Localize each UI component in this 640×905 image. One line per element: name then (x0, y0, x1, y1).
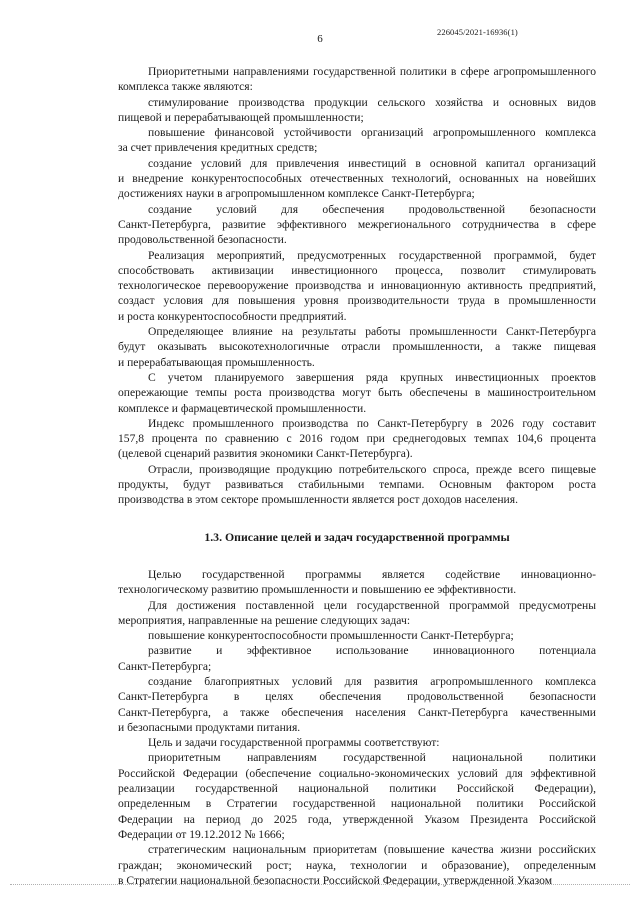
text-line: Федерации на период до 2025 года, утвержденной Указом Президента Российской (118, 812, 596, 826)
paragraph (118, 416, 596, 462)
paragraph (118, 567, 596, 598)
text-line: создание благоприятных условий для развития агропромышленного комплекса (148, 674, 596, 688)
text-line: Санкт-Петербурга; (118, 659, 212, 673)
paragraph (118, 842, 596, 888)
text-line: и безопасными продуктами питания. (118, 720, 301, 734)
text-line: продовольственной безопасности. (118, 233, 287, 247)
text-line: граждан; экономический рост; наука, технологии и образование), определенным (118, 858, 596, 872)
text-line: Целью государственной программы является содействие инновационно- (148, 567, 596, 581)
text-line: комплекса также являются: (118, 80, 253, 94)
text-line: стратегическим национальным приоритетам (повышение качества жизни российских (148, 843, 596, 857)
text-line: С учетом планируемого завершения ряда крупных инвестиционных проектов (148, 370, 596, 384)
text-line: Отрасли, производящие продукцию потребительского спроса, прежде всего пищевые (148, 462, 596, 476)
text-line: Российской Федерации (обеспечение социально-экономических условий для эффективной (118, 766, 596, 780)
text-line: Для достижения поставленной цели государственной программой предусмотрены (148, 598, 596, 612)
text-line: повышение конкурентоспособности промышленности Санкт-Петербурга; (148, 629, 514, 643)
text-line: Индекс промышленного производства по Санкт-Петербургу в 2026 году составит (148, 416, 596, 430)
text-line: опережающие темпы роста производства могут быть обеспечены в машиностроительном (118, 386, 596, 400)
paragraph (118, 643, 596, 674)
text-line: будут оказывать высокотехнологичные отрасли промышленности, а также пищевая (118, 340, 596, 354)
text-line: приоритетным направлениям государственной национальной политики (148, 751, 596, 765)
document-body (118, 64, 596, 888)
text-line: пищевой и перерабатывающей промышленности; (118, 110, 364, 124)
paragraph (118, 462, 596, 508)
text-line: Санкт-Петербурга, а также обеспечения населения Санкт-Петербурга качественными (118, 705, 596, 719)
page-number: 6 (317, 33, 323, 45)
paragraph (118, 674, 596, 735)
paragraph (118, 324, 596, 370)
text-line: создание условий для обеспечения продовольственной безопасности (148, 202, 596, 216)
paragraph (118, 64, 596, 95)
paragraph (118, 735, 596, 750)
text-line: реализации государственной национальной политики Российской Федерации), (118, 782, 596, 796)
heading-spacer (118, 508, 596, 530)
text-line: технологическому развитию промышленности и повышению ее эффективности. (118, 583, 517, 597)
paragraph (118, 598, 596, 629)
text-line: в Стратегии национальной безопасности Российской Федерации, утвержденной Указом (118, 873, 553, 887)
section-heading: 1.3. Описание целей и задач государственной программы (204, 529, 510, 544)
text-line: и перерабатывающая промышленность. (118, 355, 315, 369)
paragraph (118, 628, 596, 643)
text-line: (целевой сценарий развития экономики Санкт-Петербурга). (118, 447, 413, 461)
paragraph (118, 95, 596, 126)
text-line: Определяющее влияние на результаты работы промышленности Санкт-Петербурга (148, 325, 596, 339)
text-line: достижениях науки в агропромышленном комплексе Санкт-Петербурга; (118, 187, 475, 201)
text-line: комплексе и фармацевтической промышленности. (118, 401, 367, 415)
text-line: 157,8 процента по сравнению с 2016 годом при среднегодовых темпах 104,6 процента (118, 432, 596, 446)
text-line: Приоритетными направлениями государственной политики в сфере агропромышленного (148, 65, 596, 78)
text-line: производства в этом секторе промышленности является рост доходов населения. (118, 493, 518, 507)
text-line: за счет привлечения кредитных средств; (118, 141, 318, 155)
paragraph (118, 248, 596, 324)
text-line: способствовать активизации инвестиционного процесса, позволит стимулировать (118, 263, 596, 277)
text-line: создание условий для привлечения инвестиций в основной капитал организаций (148, 156, 596, 170)
text-line: мероприятия, направленные на решение следующих задач: (118, 613, 411, 627)
text-line: Цель и задачи государственной программы соответствуют: (148, 736, 440, 750)
text-line: продукты, будут развиваться стабильными темпами. Основным фактором роста (118, 478, 596, 492)
text-line: стимулирование производства продукции сельского хозяйства и основных видов (148, 95, 596, 109)
text-line: и роста конкурентоспособности предприятий. (118, 309, 347, 323)
text-line: и внедрение конкурентоспособных отечественных технологий, основанных на новейших (118, 172, 596, 186)
paragraph (118, 156, 596, 202)
document-number: 226045/2021-16936(1) (437, 27, 518, 37)
text-line: технологическое перевооружение производства и инновационную активность предприятий, (118, 279, 596, 293)
text-line: развитие и эффективное использование инновационного потенциала (148, 644, 596, 658)
text-line: Санкт-Петербурга в целях обеспечения продовольственной безопасности (118, 690, 596, 704)
text-line: Реализация мероприятий, предусмотренных государственной программой, будет (148, 248, 596, 262)
text-line: повышение финансовой устойчивости организаций агропромышленного комплекса (148, 126, 596, 140)
paragraph (118, 370, 596, 416)
text-line: создаст условия для повышения уровня производительности труда в промышленности (118, 294, 596, 308)
paragraph (118, 750, 596, 842)
paragraph (118, 125, 596, 156)
text-line: Федерации от 19.12.2012 № 1666; (118, 827, 285, 841)
heading-spacer (118, 545, 596, 567)
text-line: Санкт-Петербурга, развитие эффективного межрегионального сотрудничества в сфере (118, 217, 596, 231)
paragraph (118, 202, 596, 248)
page-bottom-edge (10, 884, 630, 885)
text-line: определенным в Стратегии государственной национальной политики Российской (118, 797, 596, 811)
